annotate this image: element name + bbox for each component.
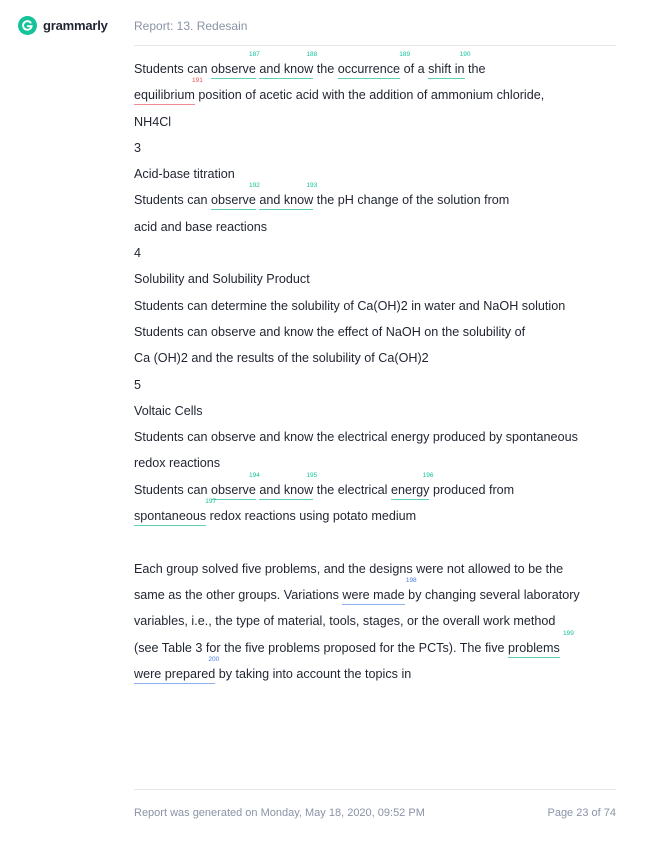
suggestion-highlight[interactable] (390, 471, 434, 500)
text-line: redox reactions (134, 456, 221, 471)
suggestion-highlight[interactable] (337, 51, 411, 79)
text-line: Students can observe and know the electrical energy produced by spontaneous (134, 430, 578, 445)
suggestion-number: 199 (562, 629, 574, 637)
highlighted-word[interactable]: were prepared (134, 666, 216, 681)
suggestion-number: 196 (422, 471, 434, 479)
text-line (134, 655, 620, 687)
highlighted-word[interactable]: were made (342, 587, 405, 602)
highlighted-word[interactable]: equilibrium (134, 88, 195, 103)
footer-divider (134, 789, 616, 790)
highlighted-word[interactable]: and know (259, 62, 314, 76)
text-line (134, 182, 620, 213)
suggestion-number: 188 (306, 51, 318, 58)
highlighted-word[interactable]: observe (211, 193, 256, 208)
text-run: Students can (134, 193, 212, 208)
suggestion-number: 192 (248, 182, 260, 190)
text-line: Acid-base titration (134, 167, 235, 182)
text-line: Ca (OH)2 and the results of the solubility of Ca(OH)2 (134, 351, 429, 366)
highlighted-word[interactable]: shift in (428, 62, 465, 76)
suggestion-number: 190 (459, 51, 471, 58)
brand-name: grammarly (43, 18, 108, 33)
suggestion-highlight[interactable] (211, 51, 260, 79)
text-run: produced from (429, 482, 515, 497)
highlighted-word[interactable]: problems (508, 640, 560, 655)
text-run: redox reactions using potato medium (206, 509, 417, 524)
text-run: the (313, 62, 338, 76)
text-line (134, 51, 620, 85)
text-line: Solubility and Solubility Product (134, 272, 310, 287)
suggestion-highlight[interactable] (259, 471, 318, 500)
text-line (134, 498, 620, 529)
highlighted-word[interactable]: observe (211, 62, 256, 76)
suggestion-number: 191 (192, 77, 203, 85)
report-header (0, 0, 650, 46)
suggestion-highlight[interactable] (508, 629, 574, 658)
text-line: 5 (134, 377, 142, 392)
suggestion-number: 189 (399, 51, 411, 58)
suggestion-highlight[interactable] (342, 576, 417, 605)
text-line (134, 629, 620, 661)
suggestion-number: 200 (208, 655, 220, 663)
text-run: the pH change of the solution from (313, 193, 510, 208)
text-line (134, 576, 620, 608)
suggestion-number: 197 (205, 498, 217, 506)
text-line (134, 77, 620, 108)
highlighted-word[interactable]: and know (259, 482, 314, 497)
suggestion-highlight[interactable] (134, 498, 217, 526)
text-line: acid and base reactions (134, 219, 268, 234)
suggestion-highlight[interactable] (259, 182, 318, 210)
text-run: by changing several laboratory (404, 587, 580, 602)
text-run: Students can (134, 482, 212, 497)
report-title: Report: 13. Redesain (134, 19, 248, 33)
text-run: the (464, 62, 486, 76)
text-line: Students can determine the solubility of Ca(OH)2 in water and NaOH solution (134, 298, 566, 313)
suggestion-highlight[interactable] (211, 182, 260, 210)
text-line: variables, i.e., the type of material, tools, stages, or the overall work method (134, 614, 556, 629)
text-line: Each group solved five problems, and the designs were not allowed to be the (134, 561, 564, 576)
header-divider (134, 45, 616, 46)
suggestion-number: 193 (306, 182, 318, 190)
paragraph-gap (134, 529, 620, 555)
highlighted-word[interactable]: energy (390, 482, 430, 497)
text-run: Students can (134, 62, 212, 76)
suggestion-number: 195 (306, 471, 318, 479)
suggestion-highlight[interactable] (259, 51, 318, 79)
text-line: Students can observe and know the effect of NaOH on the solubility of (134, 324, 526, 339)
text-run: the electrical (313, 482, 391, 497)
suggestion-highlight[interactable] (134, 655, 220, 684)
text-line: 3 (134, 140, 142, 155)
grammarly-g-logo-icon (18, 16, 37, 35)
text-run: (see Table 3 for the five problems proposed for the PCTs). The five (134, 640, 509, 655)
text-line: 4 (134, 246, 142, 261)
text-run: position of acetic acid with the addition of ammonium chloride, (194, 88, 545, 103)
text-run: same as the other groups. Variations (134, 587, 343, 602)
grammarly-logo (18, 16, 108, 35)
highlighted-word[interactable]: occurrence (337, 62, 401, 76)
text-run: by taking into account the topics in (215, 666, 412, 681)
suggestion-highlight[interactable] (211, 471, 260, 500)
text-line: Voltaic Cells (134, 403, 203, 418)
report-generated-note: Report was generated on Monday, May 18, 2020, 09:52 PM (134, 807, 425, 819)
suggestion-highlight[interactable] (428, 51, 471, 79)
highlighted-word[interactable]: spontaneous (134, 509, 207, 524)
text-line: NH4Cl (134, 114, 172, 129)
highlighted-word[interactable]: observe (211, 482, 256, 497)
report-content (134, 51, 620, 687)
suggestion-number: 194 (248, 471, 260, 479)
text-run: of a (400, 62, 429, 76)
suggestion-highlight[interactable] (134, 77, 203, 105)
highlighted-word[interactable]: and know (259, 193, 314, 208)
page-number: Page 23 of 74 (547, 807, 616, 819)
suggestion-number: 198 (405, 576, 417, 584)
suggestion-number: 187 (248, 51, 260, 58)
